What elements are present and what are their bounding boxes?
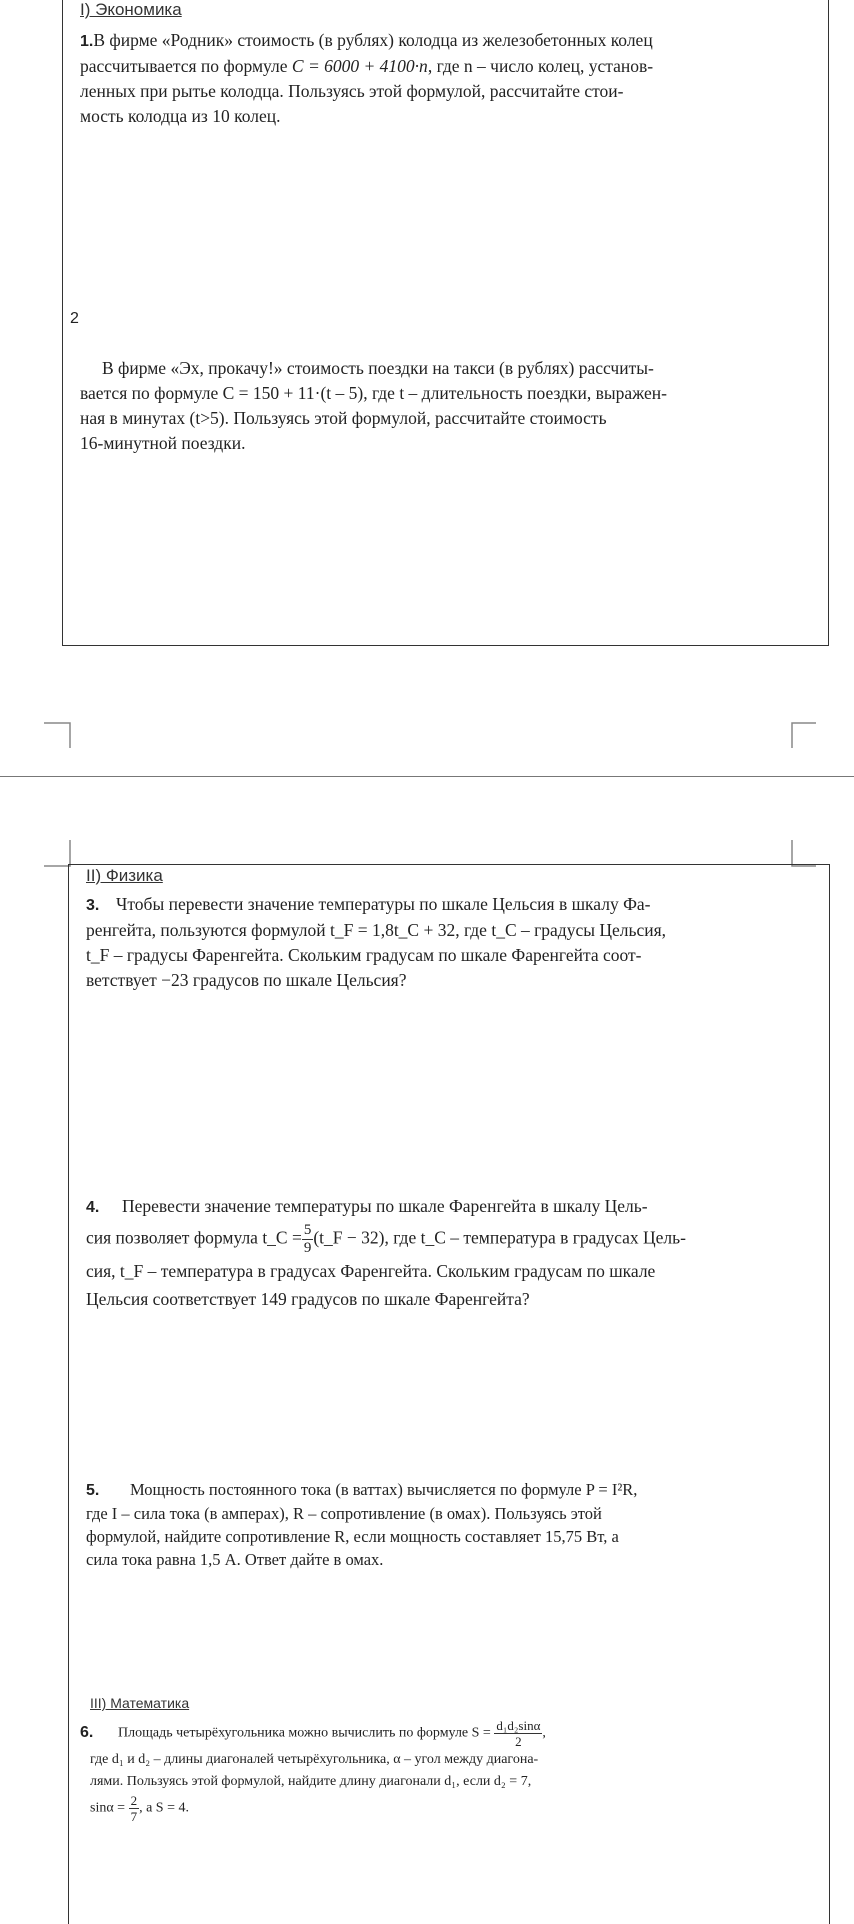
task-text: sinα = bbox=[90, 1800, 126, 1816]
task-text: Чтобы перевести значение температуры по шкале Цельсия в шкалу Фа- bbox=[116, 894, 651, 914]
task-number: 6. bbox=[80, 1723, 94, 1741]
task-text: ренгейта, пользуются формулой t_F = 1,8t_C + 32, где t_C – градусы Цельсия, bbox=[86, 920, 667, 940]
task-text: рассчитывается по формуле bbox=[80, 56, 292, 76]
task-text: Мощность постоянного тока (в ваттах) вычисляется по формуле P = I²R, bbox=[130, 1480, 638, 1499]
task-number: 2 bbox=[70, 310, 79, 327]
task-4 bbox=[86, 1192, 776, 1313]
task-text: ветствует −23 градусов по шкале Цельсия? bbox=[86, 970, 407, 990]
task-5 bbox=[86, 1478, 776, 1571]
fraction: $\frac{\text{d₁d₂sinα}}{2}$ bbox=[496, 1718, 541, 1749]
task-3 bbox=[86, 892, 776, 993]
task-text: В фирме «Родник» стоимость (в рублях) колодца из железобетонных колец bbox=[93, 30, 653, 50]
section-heading-physics: II) Физика bbox=[86, 866, 163, 885]
task-2 bbox=[80, 356, 785, 456]
task-number: 5. bbox=[86, 1482, 100, 1499]
task-text: формулой, найдите сопротивление R, если мощность составляет 15,75 Вт, а bbox=[86, 1527, 619, 1546]
formula: C = 6000 + 4100·n bbox=[291, 56, 428, 76]
section-heading-economics: I) Экономика bbox=[80, 0, 182, 19]
task-number: 1. bbox=[80, 33, 94, 50]
task-text: Перевести значение температуры по шкале Фаренгейта в шкалу Цель- bbox=[122, 1196, 648, 1216]
task-text: ленных при рытье колодца. Пользуясь этой формулой, рассчитайте стои- bbox=[80, 81, 624, 101]
task-text: Площадь четырёхугольника можно вычислить по формуле S = bbox=[118, 1725, 491, 1741]
task-text: вается по формуле C = 150 + 11·(t – 5), где t – длительность поездки, выражен- bbox=[80, 383, 667, 403]
fraction: $\frac{5}{9}$ bbox=[303, 1222, 312, 1256]
task-text: 16-минутной поездки. bbox=[80, 433, 246, 453]
task-text: t_F – градусы Фаренгейта. Скольким градусам по шкале Фаренгейта соот- bbox=[86, 945, 642, 965]
task-text: (t_F − 32), где t_C – температура в градусах Цель- bbox=[313, 1227, 686, 1248]
task-text: , где n – число колец, установ- bbox=[427, 56, 654, 76]
task-text: Цельсия соответствует 149 градусов по шкале Фаренгейта? bbox=[86, 1289, 530, 1309]
task-text: лями. Пользуясь этой формулой, найдите длину диагонали d₁, если d₂ = 7, bbox=[90, 1774, 532, 1789]
task-text: ная в минутах (t>5). Пользуясь этой формулой, рассчитайте стоимость bbox=[80, 408, 607, 428]
task-1 bbox=[80, 28, 780, 129]
page-break bbox=[0, 776, 854, 777]
task-text: В фирме «Эх, прокачу!» стоимость поездки на такси (в рублях) рассчиты- bbox=[102, 358, 654, 378]
crop-mark bbox=[790, 722, 820, 752]
fraction: $\frac{2}{7}$ bbox=[130, 1793, 138, 1824]
task-6: 6. Площадь четырёхугольника можно вычислить по формуле S = $\frac{\text{d₁d₂sinα}}{2}$ , где d₁ и d₂ – длины диагоналей четырёхугольника, α – угол между диагона- лями. Пользуясь этой формулой, найдите длину диагонали d₁, если d₂ = 7, sinα = $\frac{2}{7}$ , а S = 4. bbox=[80, 1718, 770, 1824]
task-text: сия, t_F – температура в градусах Фаренгейта. Скольким градусам по шкале bbox=[86, 1261, 656, 1281]
task-text: сия позволяет формула t_C = bbox=[86, 1227, 302, 1248]
crop-mark bbox=[44, 722, 74, 752]
task-number: 4. bbox=[86, 1199, 100, 1216]
task-text: сила тока равна 1,5 А. Ответ дайте в омах. bbox=[86, 1550, 384, 1569]
task-text: , а S = 4. bbox=[139, 1800, 189, 1816]
task-number: 3. bbox=[86, 897, 100, 914]
section-heading-math: III) Математика bbox=[90, 1695, 190, 1711]
task-text: где I – сила тока (в амперах), R – сопротивление (в омах). Пользуясь этой bbox=[86, 1504, 602, 1523]
task-text: мость колодца из 10 колец. bbox=[80, 106, 281, 126]
task-text: где d₁ и d₂ – длины диагоналей четырёхугольника, α – угол между диагона- bbox=[90, 1752, 539, 1767]
